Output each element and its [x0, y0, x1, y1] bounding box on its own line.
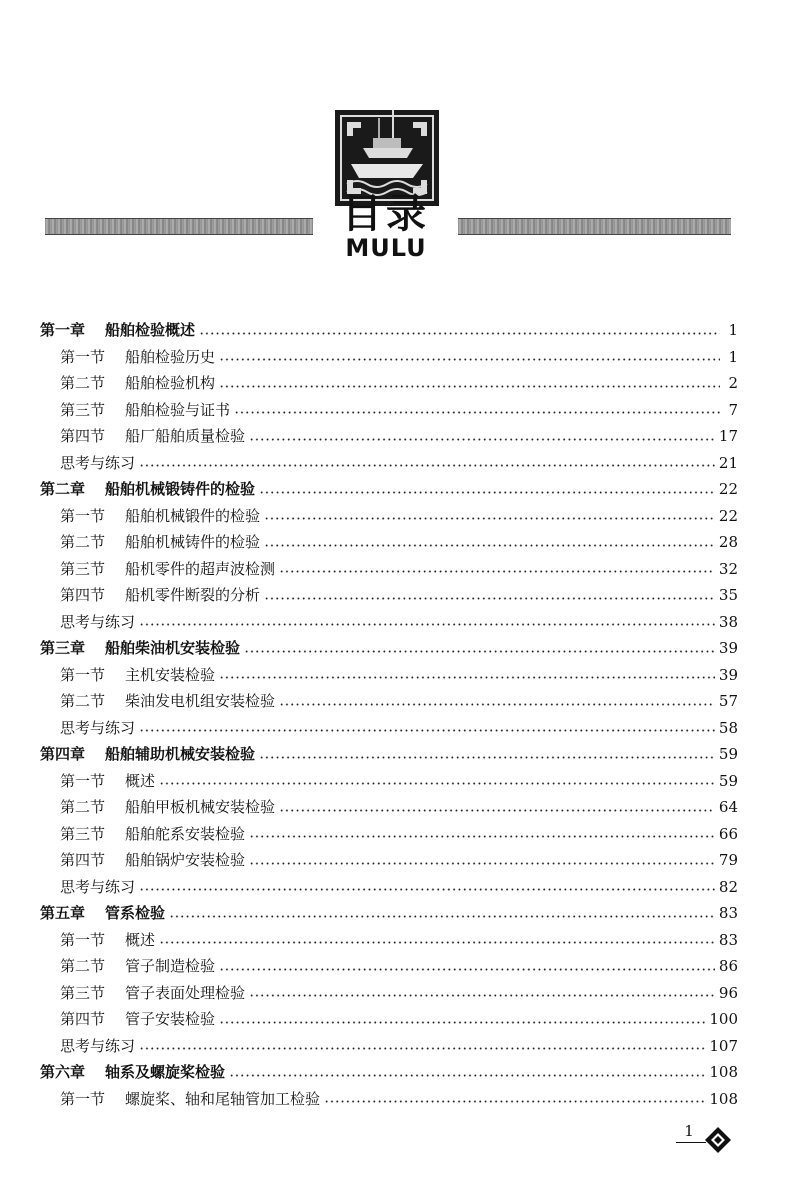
section-number: 第三节: [60, 824, 106, 843]
section-title: 船厂船舶质量检验: [125, 427, 246, 445]
toc-entry-section: [40, 556, 738, 583]
toc-entry-section: [40, 688, 738, 715]
chapter-title: 船舶柴油机安装检验: [105, 639, 241, 657]
toc-entry-section: [40, 1006, 738, 1033]
toc-entry-chapter: [40, 1059, 738, 1086]
toc-entry-exercise: [40, 715, 738, 742]
dot-leader: [219, 385, 720, 388]
folio-rule: [676, 1142, 706, 1143]
section-title: 船舶舵系安装检验: [125, 824, 246, 843]
diamond-arrow-icon: [704, 1126, 732, 1154]
toc-entry-exercise: [40, 609, 738, 636]
dot-leader: [219, 1021, 705, 1024]
dot-leader: [279, 703, 715, 706]
toc-entry-section: [40, 582, 738, 609]
page-ref: 1: [728, 347, 738, 366]
section-number: 第三节: [60, 400, 106, 419]
page-ref: 66: [718, 824, 738, 843]
page-ref: 21: [718, 453, 738, 472]
exercise-title: 思考与练习: [60, 877, 136, 896]
page-ref: 64: [718, 798, 738, 816]
chapter-title: 轴系及螺旋桨检验: [105, 1063, 226, 1081]
section-number: 第四节: [60, 586, 106, 604]
section-number: 第一节: [60, 506, 106, 525]
section-number: 第一节: [60, 665, 106, 684]
toc-entry-section: [40, 980, 738, 1007]
dot-leader: [139, 464, 715, 467]
toc-entry-section: [40, 821, 738, 848]
page-ref: 7: [728, 400, 738, 419]
dot-leader: [264, 517, 715, 520]
toc-entry-chapter: [40, 476, 738, 503]
page-ref: 107: [709, 1036, 738, 1055]
page-ref: 22: [718, 480, 738, 498]
dot-leader: [264, 597, 715, 600]
section-number: 第一节: [60, 771, 106, 790]
page-ref: 79: [718, 851, 738, 869]
toc-entry-section: [40, 847, 738, 874]
page-ref: 83: [718, 904, 738, 922]
toc-entry-section: [40, 397, 738, 424]
toc-entry-exercise: [40, 1033, 738, 1060]
section-title: 船舶甲板机械安装检验: [125, 798, 276, 816]
section-title: 船舶机械铸件的检验: [125, 533, 261, 551]
page-title: 目录: [342, 191, 430, 237]
exercise-title: 思考与练习: [60, 1036, 136, 1055]
dot-leader: [139, 1047, 705, 1050]
section-title: 概述: [125, 930, 156, 949]
header-rule-left: [45, 218, 313, 235]
dot-leader: [169, 915, 715, 918]
section-title: 船舶机械锻件的检验: [125, 506, 261, 525]
section-title: 船机零件断裂的分析: [125, 586, 261, 604]
dot-leader: [249, 862, 715, 865]
page-ref: 28: [718, 533, 738, 551]
section-number: 第四节: [60, 427, 106, 445]
dot-leader: [279, 570, 715, 573]
dot-leader: [249, 438, 715, 441]
chapter-number: 第六章: [40, 1063, 86, 1081]
page-ref: 32: [718, 559, 738, 578]
toc-entry-section: [40, 529, 738, 556]
chapter-number: 第三章: [40, 639, 86, 657]
dot-leader: [219, 358, 720, 361]
section-number: 第二节: [60, 374, 106, 392]
dot-leader: [219, 676, 715, 679]
toc-entry-section: [40, 953, 738, 980]
page-ref: 22: [718, 506, 738, 525]
section-title: 船舶锅炉安装检验: [125, 851, 246, 869]
page-ref: 59: [718, 745, 738, 763]
dot-leader: [234, 411, 720, 414]
section-number: 第二节: [60, 533, 106, 551]
toc-entry-chapter: [40, 317, 738, 344]
chapter-title: 船舶辅助机械安装检验: [105, 745, 256, 763]
toc-entry-section: [40, 423, 738, 450]
toc-entry-chapter: [40, 900, 738, 927]
section-title: 船舶检验机构: [125, 374, 216, 392]
section-title: 主机安装检验: [125, 665, 216, 684]
dot-leader: [244, 650, 715, 653]
toc-entry-exercise: [40, 874, 738, 901]
section-title: 螺旋桨、轴和尾轴管加工检验: [125, 1089, 321, 1108]
chapter-number: 第四章: [40, 745, 86, 763]
dot-leader: [259, 491, 715, 494]
section-title: 管子表面处理检验: [125, 983, 246, 1002]
section-number: 第二节: [60, 957, 106, 975]
section-title: 概述: [125, 771, 156, 790]
chapter-title: 管系检验: [105, 904, 166, 922]
section-title: 船舶检验历史: [125, 347, 216, 366]
section-title: 船机零件的超声波检测: [125, 559, 276, 578]
section-number: 第二节: [60, 692, 106, 710]
page-ref: 57: [718, 692, 738, 710]
toc-entry-section: [40, 794, 738, 821]
exercise-title: 思考与练习: [60, 718, 136, 737]
section-number: 第三节: [60, 983, 106, 1002]
toc-entry-section: [40, 662, 738, 689]
page-ref: 100: [709, 1010, 738, 1028]
section-number: 第三节: [60, 559, 106, 578]
page-ref: 39: [718, 639, 738, 657]
dot-leader: [249, 835, 715, 838]
page-ref: 59: [718, 771, 738, 790]
section-number: 第四节: [60, 851, 106, 869]
section-number: 第一节: [60, 930, 106, 949]
chapter-number: 第五章: [40, 904, 86, 922]
chapter-title: 船舶检验概述: [105, 321, 196, 339]
page-ref: 1: [728, 321, 738, 339]
dot-leader: [159, 941, 715, 944]
toc-entry-section: [40, 370, 738, 397]
page-subtitle: MULU: [345, 234, 427, 262]
toc-entry-chapter: [40, 741, 738, 768]
section-title: 船舶检验与证书: [125, 400, 231, 419]
page-ref: 35: [718, 586, 738, 604]
page-ref: 82: [718, 877, 738, 896]
dot-leader: [139, 888, 715, 891]
table-of-contents: [40, 317, 738, 1112]
page-ref: 17: [718, 427, 738, 445]
dot-leader: [279, 809, 715, 812]
page-ref: 2: [728, 374, 738, 392]
section-title: 管子安装检验: [125, 1010, 216, 1028]
section-number: 第四节: [60, 1010, 106, 1028]
section-title: 柴油发电机组安装检验: [125, 692, 276, 710]
toc-entry-chapter: [40, 635, 738, 662]
dot-leader: [259, 756, 715, 759]
exercise-title: 思考与练习: [60, 453, 136, 472]
dot-leader: [159, 782, 715, 785]
header-rule-right: [458, 218, 731, 235]
dot-leader: [249, 994, 715, 997]
dot-leader: [139, 729, 715, 732]
toc-entry-section: [40, 344, 738, 371]
section-number: 第二节: [60, 798, 106, 816]
dot-leader: [264, 544, 715, 547]
page-ref: 83: [718, 930, 738, 949]
page-ref: 108: [709, 1063, 738, 1081]
dot-leader: [219, 968, 715, 971]
page-ref: 58: [718, 718, 738, 737]
dot-leader: [229, 1074, 705, 1077]
toc-entry-section: [40, 927, 738, 954]
exercise-title: 思考与练习: [60, 612, 136, 631]
page-ref: 96: [718, 983, 738, 1002]
page-folio: [676, 1120, 736, 1150]
section-title: 管子制造检验: [125, 957, 216, 975]
page-ref: 38: [718, 612, 738, 631]
chapter-title: 船舶机械锻铸件的检验: [105, 480, 256, 498]
toc-entry-exercise: [40, 450, 738, 477]
page-ref: 86: [718, 957, 738, 975]
page-ref: 108: [709, 1089, 738, 1108]
section-number: 第一节: [60, 1089, 106, 1108]
toc-entry-section: [40, 503, 738, 530]
toc-entry-section: [40, 768, 738, 795]
section-number: 第一节: [60, 347, 106, 366]
page-ref: 39: [718, 665, 738, 684]
page-number: 1: [684, 1122, 694, 1140]
dot-leader: [139, 623, 715, 626]
dot-leader: [199, 332, 720, 335]
dot-leader: [324, 1100, 705, 1103]
chapter-number: 第一章: [40, 321, 86, 339]
chapter-number: 第二章: [40, 480, 86, 498]
toc-entry-section: [40, 1086, 738, 1113]
